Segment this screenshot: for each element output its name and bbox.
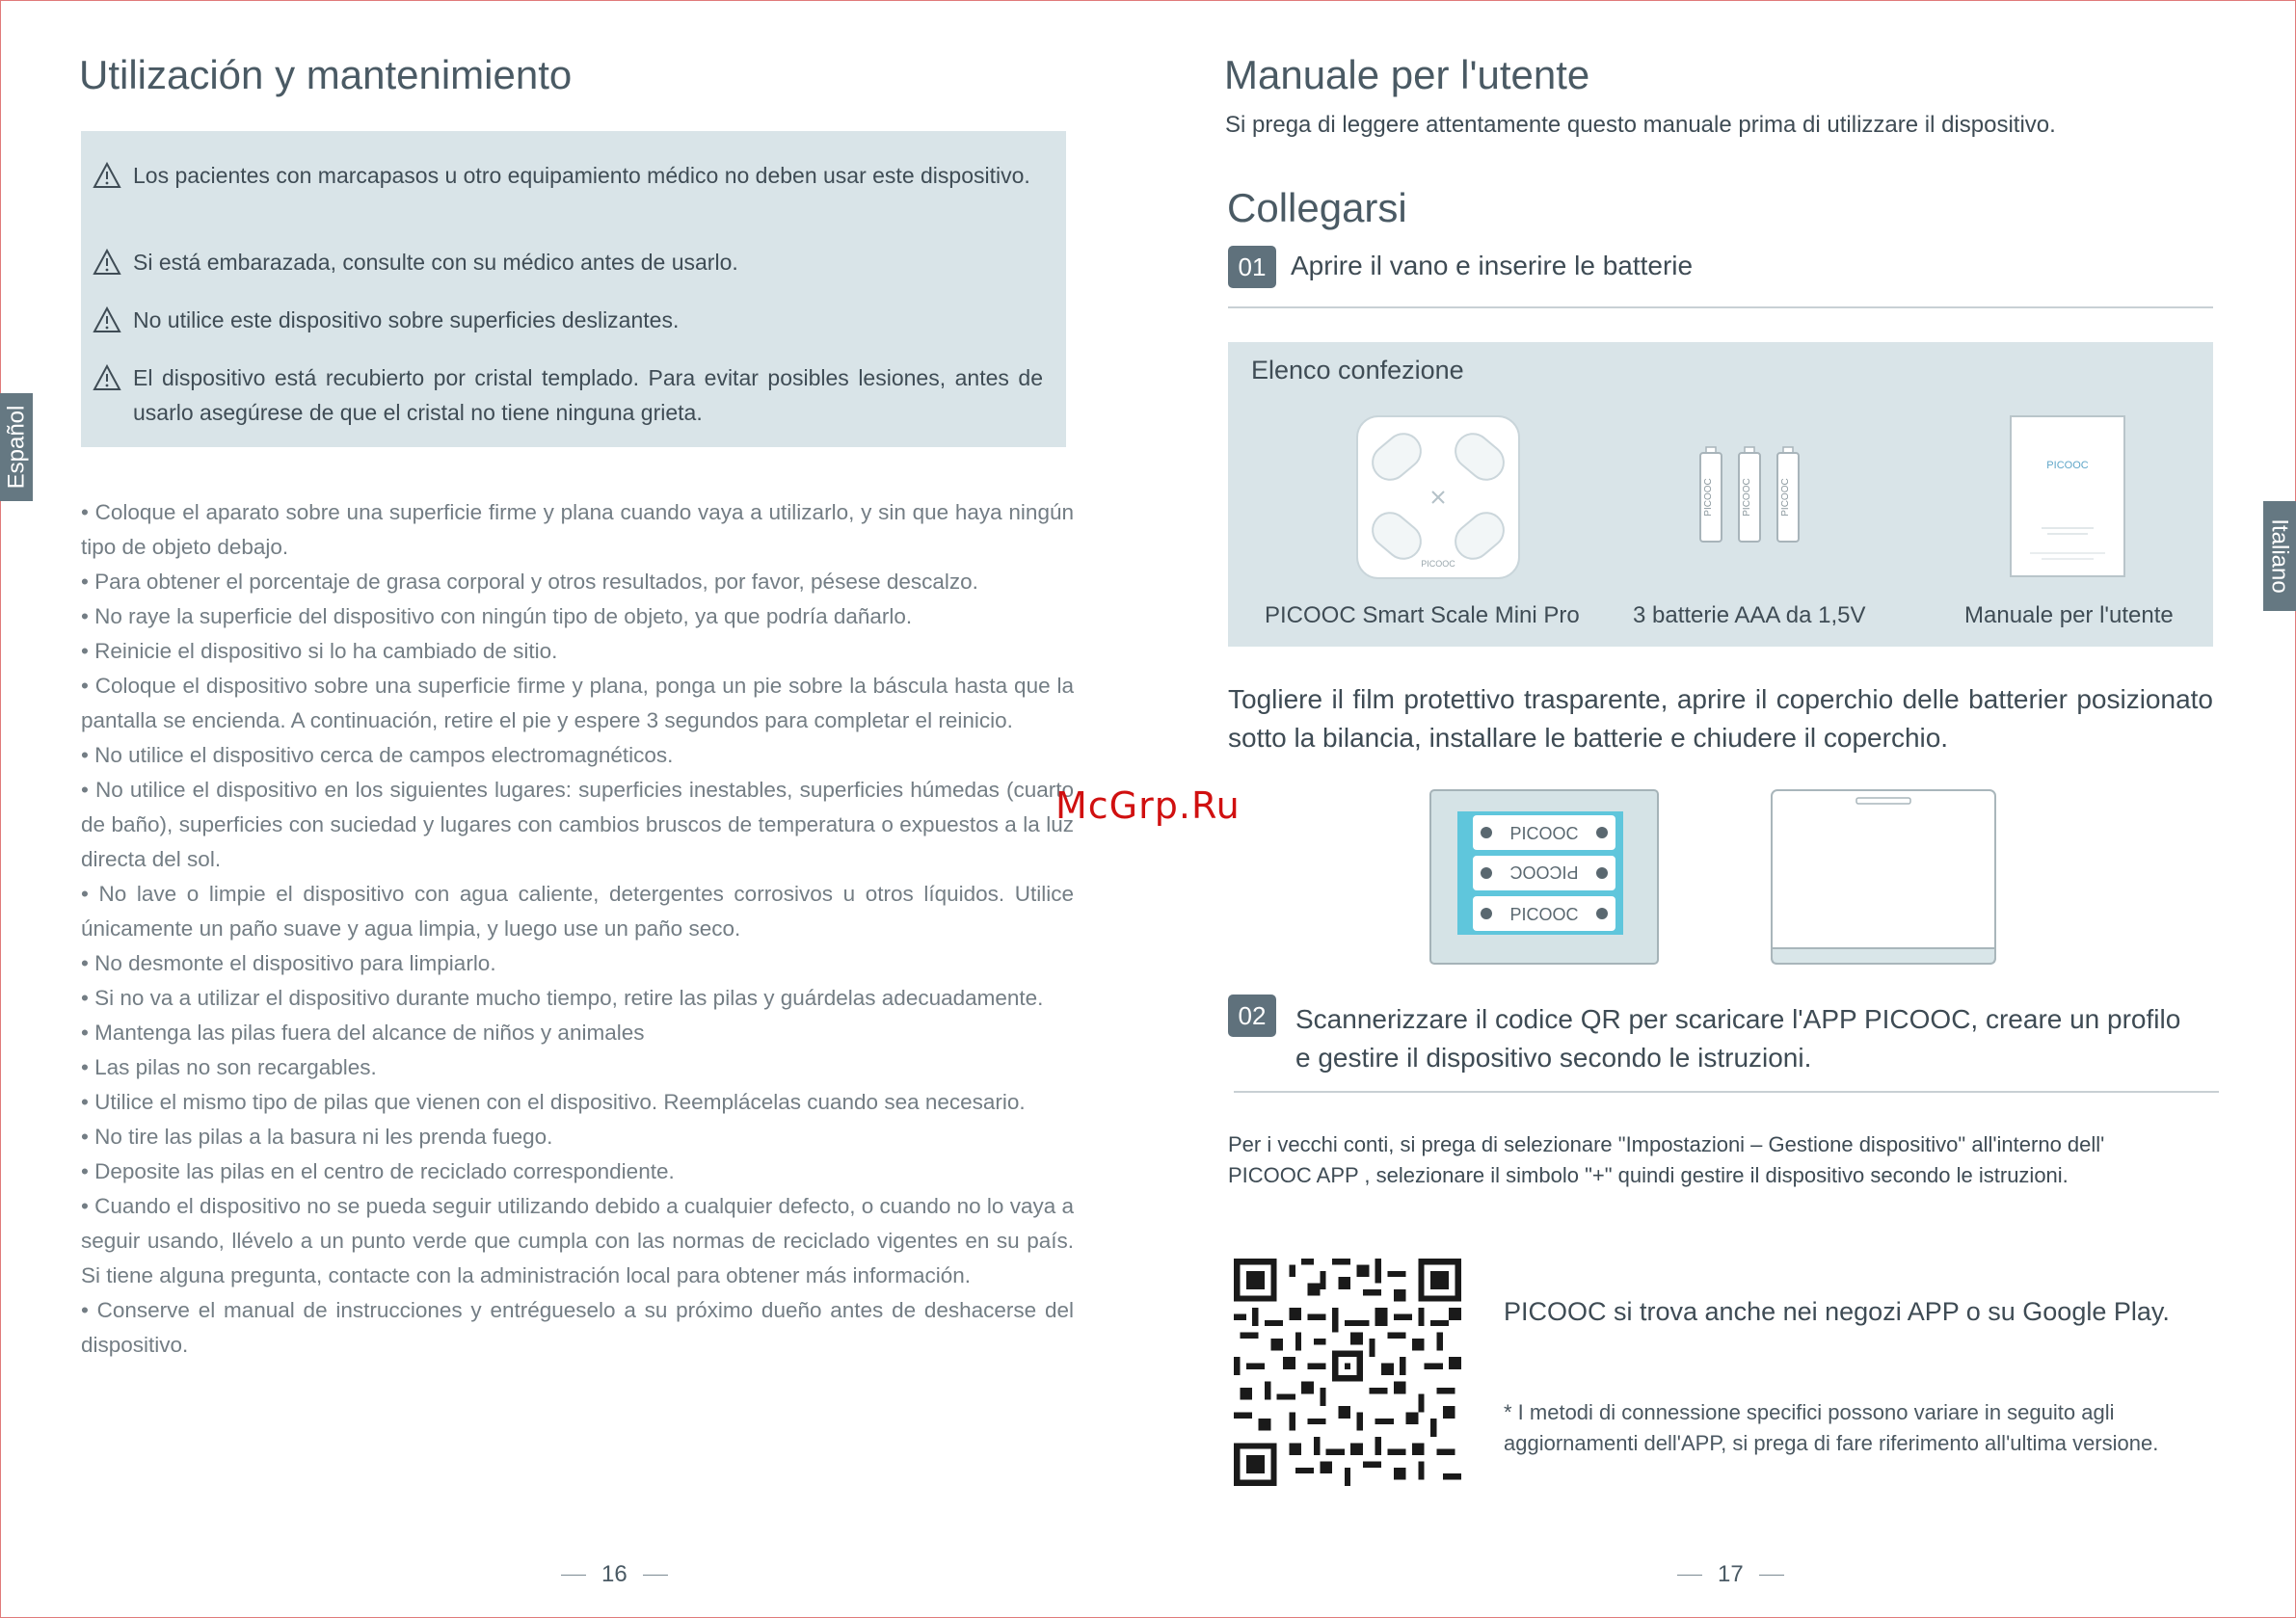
divider <box>1228 306 2213 308</box>
warning-icon <box>93 364 121 391</box>
usage-bullets <box>81 495 1074 1363</box>
package-contents-box <box>1228 342 2213 647</box>
bullet-item: • Para obtener el porcentaje de grasa corporal y otros resultados, por favor, pésese descalzo. <box>81 570 978 594</box>
step-number-badge: 01 <box>1228 246 1276 288</box>
package-item-label: Manuale per l'utente <box>1964 602 2174 628</box>
bullet-item: • Utilice el mismo tipo de pilas que vienen con el dispositivo. Reemplácelas cuando sea necesario. <box>81 1090 1026 1114</box>
bullet-item: • No utilice el dispositivo en los siguientes lugares: superficies inestables, superficies húmedas (cuarto de baño), superficies con suciedad y lugares con cambios bruscos de temperatura o expuestos a la luz directa del sol. <box>81 778 1074 871</box>
side-tab-espanol <box>0 393 33 501</box>
old-accounts-note: Per i vecchi conti, si prega di selezionare "Impostazioni – Gestione dispositivo" all'interno dell' PICOOC APP , selezionare il simbolo "+" quindi gestire il dispositivo secondo le istruzioni. <box>1228 1132 2105 1187</box>
bullet-item: • Reinicie el dispositivo si lo ha cambiado de sitio. <box>81 639 558 663</box>
bullet-item: • Cuando el dispositivo no se pueda seguir utilizando debido a cualquier defecto, o cuando no lo vaya a seguir usando, llévelo a un punto verde que cumpla con las normas de reciclado vigentes en su país. Si tiene alguna pregunta, contacte con la administración local para obtener más información. <box>81 1194 1074 1287</box>
bullet-item: • No utilice el dispositivo cerca de campos electromagnéticos. <box>81 743 674 767</box>
battery-compartment-open-image <box>1428 788 1660 966</box>
step-2-text: Scannerizzare il codice QR per scaricare l'APP PICOOC, creare un profilo e gestire il dispositivo secondo le istruzioni. <box>1295 1004 2181 1073</box>
step-number-badge: 02 <box>1228 995 1276 1037</box>
package-item-label: 3 batterie AAA da 1,5V <box>1633 602 1866 628</box>
left-page-title: Utilización y mantenimiento <box>79 52 573 97</box>
app-store-text: PICOOC si trova anche nei negozi APP o su Google Play. <box>1504 1297 2170 1326</box>
bullet-item: • No tire las pilas a la basura ni les prenda fuego. <box>81 1125 553 1149</box>
bullet-item: • Coloque el aparato sobre una superficie firme y plana cuando vaya a utilizarlo, y sin que haya ningún tipo de objeto debajo. <box>81 500 1074 559</box>
battery-label: PICOOC <box>1509 824 1579 843</box>
bullet-item: • Las pilas no son recargables. <box>81 1055 377 1079</box>
divider <box>1234 1091 2219 1093</box>
bullet-item: • Si no va a utilizar el dispositivo durante mucho tiempo, retire las pilas y guárdelas adecuadamente. <box>81 986 1044 1010</box>
install-instructions: Togliere il film protettivo trasparente, aprire il coperchio delle batterier posizionato sotto la bilancia, installare le batterie e chiudere il coperchio. <box>1228 684 2213 753</box>
battery-label: PICOOC <box>1509 862 1579 882</box>
bullet-item: • No raye la superficie del dispositivo con ningún tipo de objeto, ya que podría dañarlo. <box>81 604 913 628</box>
scale-logo: PICOOC <box>1421 559 1455 569</box>
watermark: McGrp.Ru <box>1055 784 1241 827</box>
bullet-item: • No lave o limpie el dispositivo con agua caliente, detergentes corrosivos u otros líquidos. Utilice únicamente un paño suave y agua limpia, y luego use un paño seco. <box>81 882 1074 941</box>
svg-text:PICOOC: PICOOC <box>1780 478 1791 517</box>
qr-code[interactable] <box>1234 1259 1461 1486</box>
bullet-item: • Deposite las pilas en el centro de reciclado correspondiente. <box>81 1159 675 1183</box>
section-title: Collegarsi <box>1227 185 1407 230</box>
page-number-right: 17 <box>1662 1561 1800 1588</box>
warning-icon <box>93 306 121 333</box>
warning-item: Los pacientes con marcapasos u otro equipamiento médico no deben usar este dispositivo. <box>133 158 1043 193</box>
warning-item: El dispositivo está recubierto por cristal templado. Para evitar posibles lesiones, antes de usarlo asegúrese de que el cristal no tiene ninguna grieta. <box>133 360 1043 430</box>
scale-image <box>1355 414 1521 580</box>
bullet-item: • No desmonte el dispositivo para limpiarlo. <box>81 951 496 975</box>
scale-back-closed-image <box>1770 788 1997 966</box>
right-page-title: Manuale per l'utente <box>1224 52 1590 97</box>
batteries-image <box>1696 443 1806 547</box>
manual-logo: PICOOC <box>2046 460 2089 471</box>
svg-text:PICOOC: PICOOC <box>1703 478 1714 517</box>
footnote: * I metodi di connessione specifici possono variare in seguito agli aggiornamenti dell'APP, si prega di fare riferimento all'ultima versione. <box>1504 1400 2159 1455</box>
package-title: Elenco confezione <box>1251 356 1464 385</box>
warning-item: No utilice este dispositivo sobre superficies deslizantes. <box>133 303 1043 337</box>
step-1-text: Aprire il vano e inserire le batterie <box>1291 251 1694 280</box>
package-item-label: PICOOC Smart Scale Mini Pro <box>1265 602 1580 628</box>
bullet-item: • Conserve el manual de instrucciones y entrégueselo a su próximo dueño antes de deshacerse del dispositivo. <box>81 1298 1074 1357</box>
warnings-box <box>81 131 1066 447</box>
side-tab-label: Español <box>3 405 30 490</box>
side-tab-label: Italiano <box>2267 518 2294 594</box>
svg-text:PICOOC: PICOOC <box>1742 478 1752 517</box>
manual-subtitle: Si prega di leggere attentamente questo manuale prima di utilizzare il dispositivo. <box>1225 112 2056 138</box>
bullet-item: • Coloque el dispositivo sobre una superficie firme y plana, ponga un pie sobre la báscula hasta que la pantalla se encienda. A continuación, retire el pie y espere 3 segundos para completar el reinicio. <box>81 674 1074 732</box>
battery-label: PICOOC <box>1509 905 1579 924</box>
warning-icon <box>93 162 121 189</box>
warning-item: Si está embarazada, consulte con su médico antes de usarlo. <box>133 245 1043 279</box>
page-number-left: 16 <box>546 1561 683 1588</box>
bullet-item: • Mantenga las pilas fuera del alcance de niños y animales <box>81 1021 645 1045</box>
warning-icon <box>93 249 121 276</box>
side-tab-italiano <box>2263 501 2296 611</box>
manual-booklet-image <box>2009 414 2126 578</box>
